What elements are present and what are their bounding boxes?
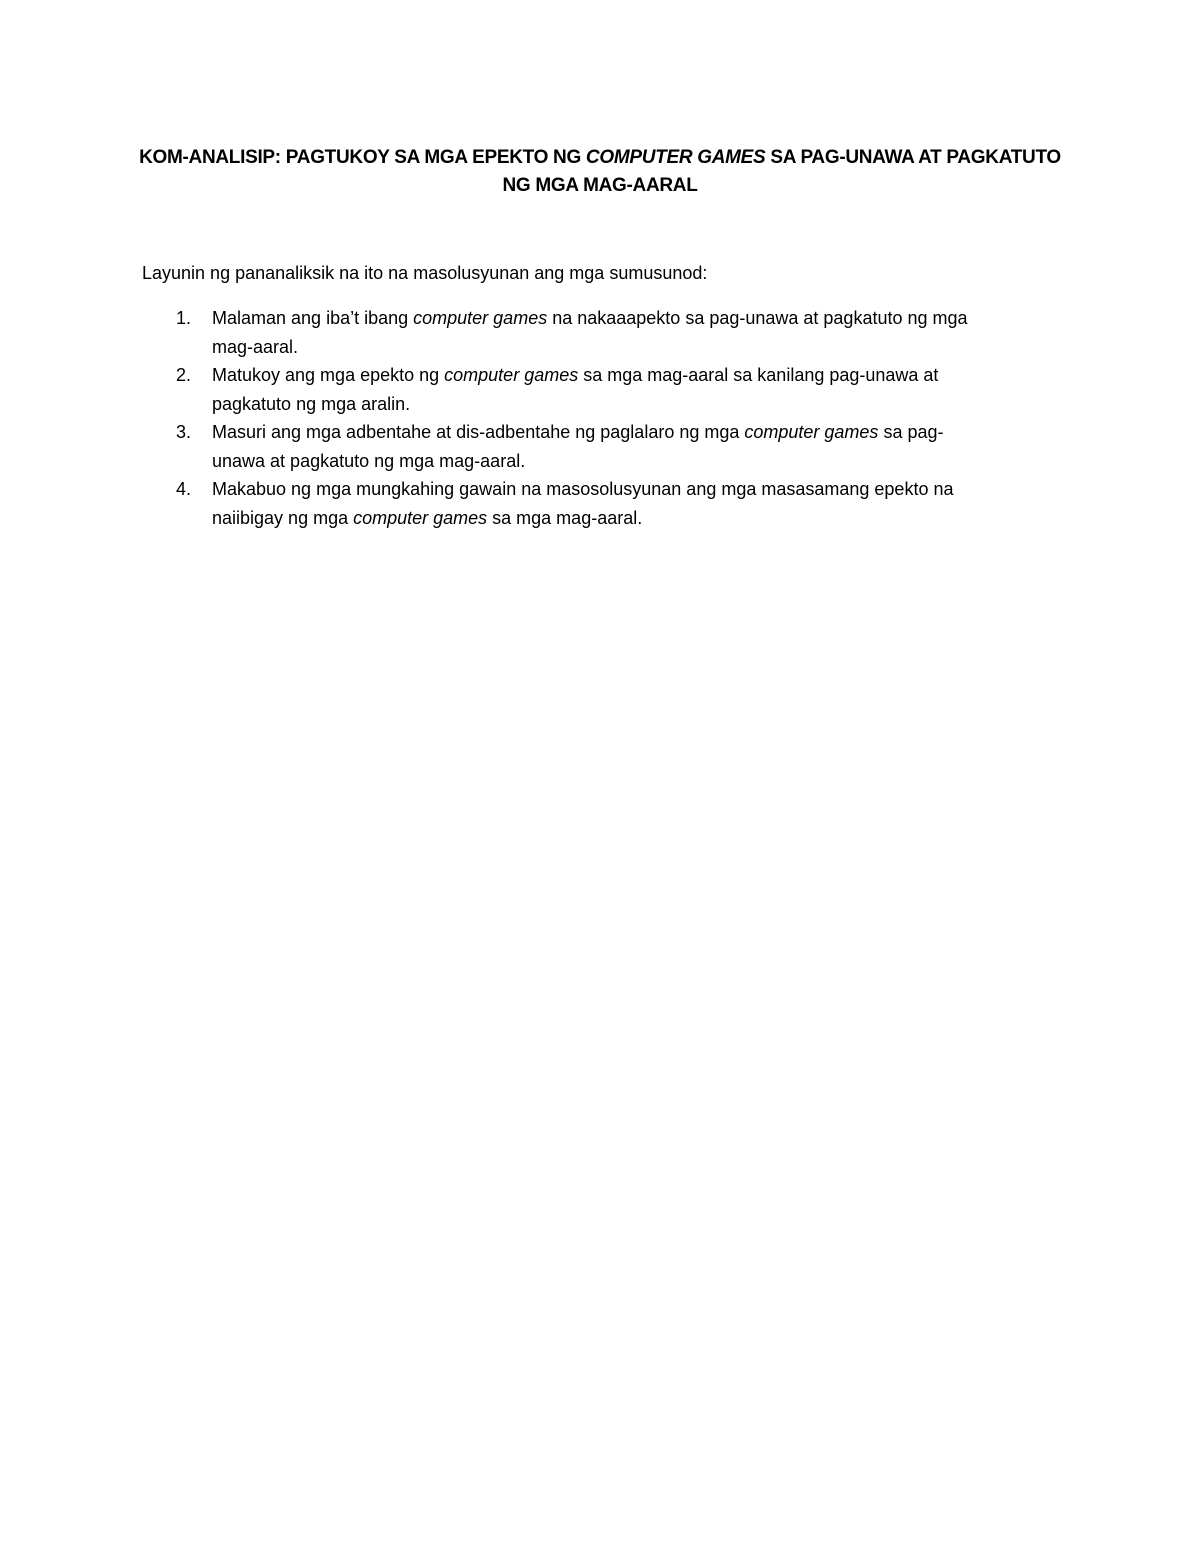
- objective-text: sa mga mag-aaral sa kanilang pag-unawa at: [578, 365, 939, 385]
- objective-item-4: [142, 475, 1042, 532]
- intro-paragraph: Layunin ng pananaliksik na ito na masolusyunan ang mga sumusunod:: [142, 263, 708, 283]
- objective-text: na nakaaapekto sa pag-unawa at pagkatuto ng mga: [547, 308, 968, 328]
- objective-number: 2.: [176, 365, 192, 385]
- objective-text: pagkatuto ng mga aralin.: [212, 393, 411, 414]
- objective-emphasis: computer games: [744, 422, 879, 442]
- objective-number: 1.: [176, 308, 192, 328]
- objective-number: 3.: [176, 422, 192, 442]
- objective-line: [212, 418, 1042, 447]
- objective-line: [212, 390, 1042, 419]
- title-emphasis: COMPUTER GAMES: [585, 147, 766, 168]
- title-text: KOM-ANALISIP: PAGTUKOY SA MGA EPEKTO NG: [139, 147, 586, 168]
- objective-line: [212, 333, 1042, 362]
- objective-line: [212, 475, 1042, 504]
- title-line-2: NG MGA MAG-AARAL: [502, 175, 698, 196]
- title-text: SA PAG-UNAWA AT PAGKATUTO: [765, 147, 1061, 168]
- objective-item-3: [142, 418, 1042, 475]
- objective-text: Masuri ang mga adbentahe at dis-adbentahe ng paglalaro ng mga: [212, 422, 745, 442]
- objective-text: mag-aaral.: [212, 336, 299, 357]
- objective-text: unawa at pagkatuto ng mga mag-aaral.: [212, 450, 526, 471]
- objective-line: [212, 447, 1042, 476]
- objective-item-2: [142, 361, 1042, 418]
- objective-emphasis: computer games: [444, 365, 579, 385]
- objective-text: sa pag-: [878, 422, 944, 442]
- objective-number: 4.: [176, 479, 192, 499]
- objective-line: [212, 304, 1042, 333]
- objective-text: Matukoy ang mga epekto ng: [212, 365, 445, 385]
- objective-item-1: [142, 304, 1042, 361]
- objective-text: Makabuo ng mga mungkahing gawain na masosolusyunan ang mga masasamang epekto na: [212, 479, 954, 499]
- objective-text: Malaman ang iba’t ibang: [212, 308, 414, 328]
- objective-line: [212, 504, 1042, 533]
- document-title: [130, 144, 1070, 200]
- title-line-1: [130, 144, 1070, 172]
- objectives-list: [142, 304, 1042, 532]
- objective-text: sa mga mag-aaral.: [487, 507, 643, 528]
- objective-text: naiibigay ng mga: [212, 507, 354, 528]
- objective-emphasis: computer games: [413, 308, 548, 328]
- objective-line: [212, 361, 1042, 390]
- objective-emphasis: computer games: [353, 507, 488, 528]
